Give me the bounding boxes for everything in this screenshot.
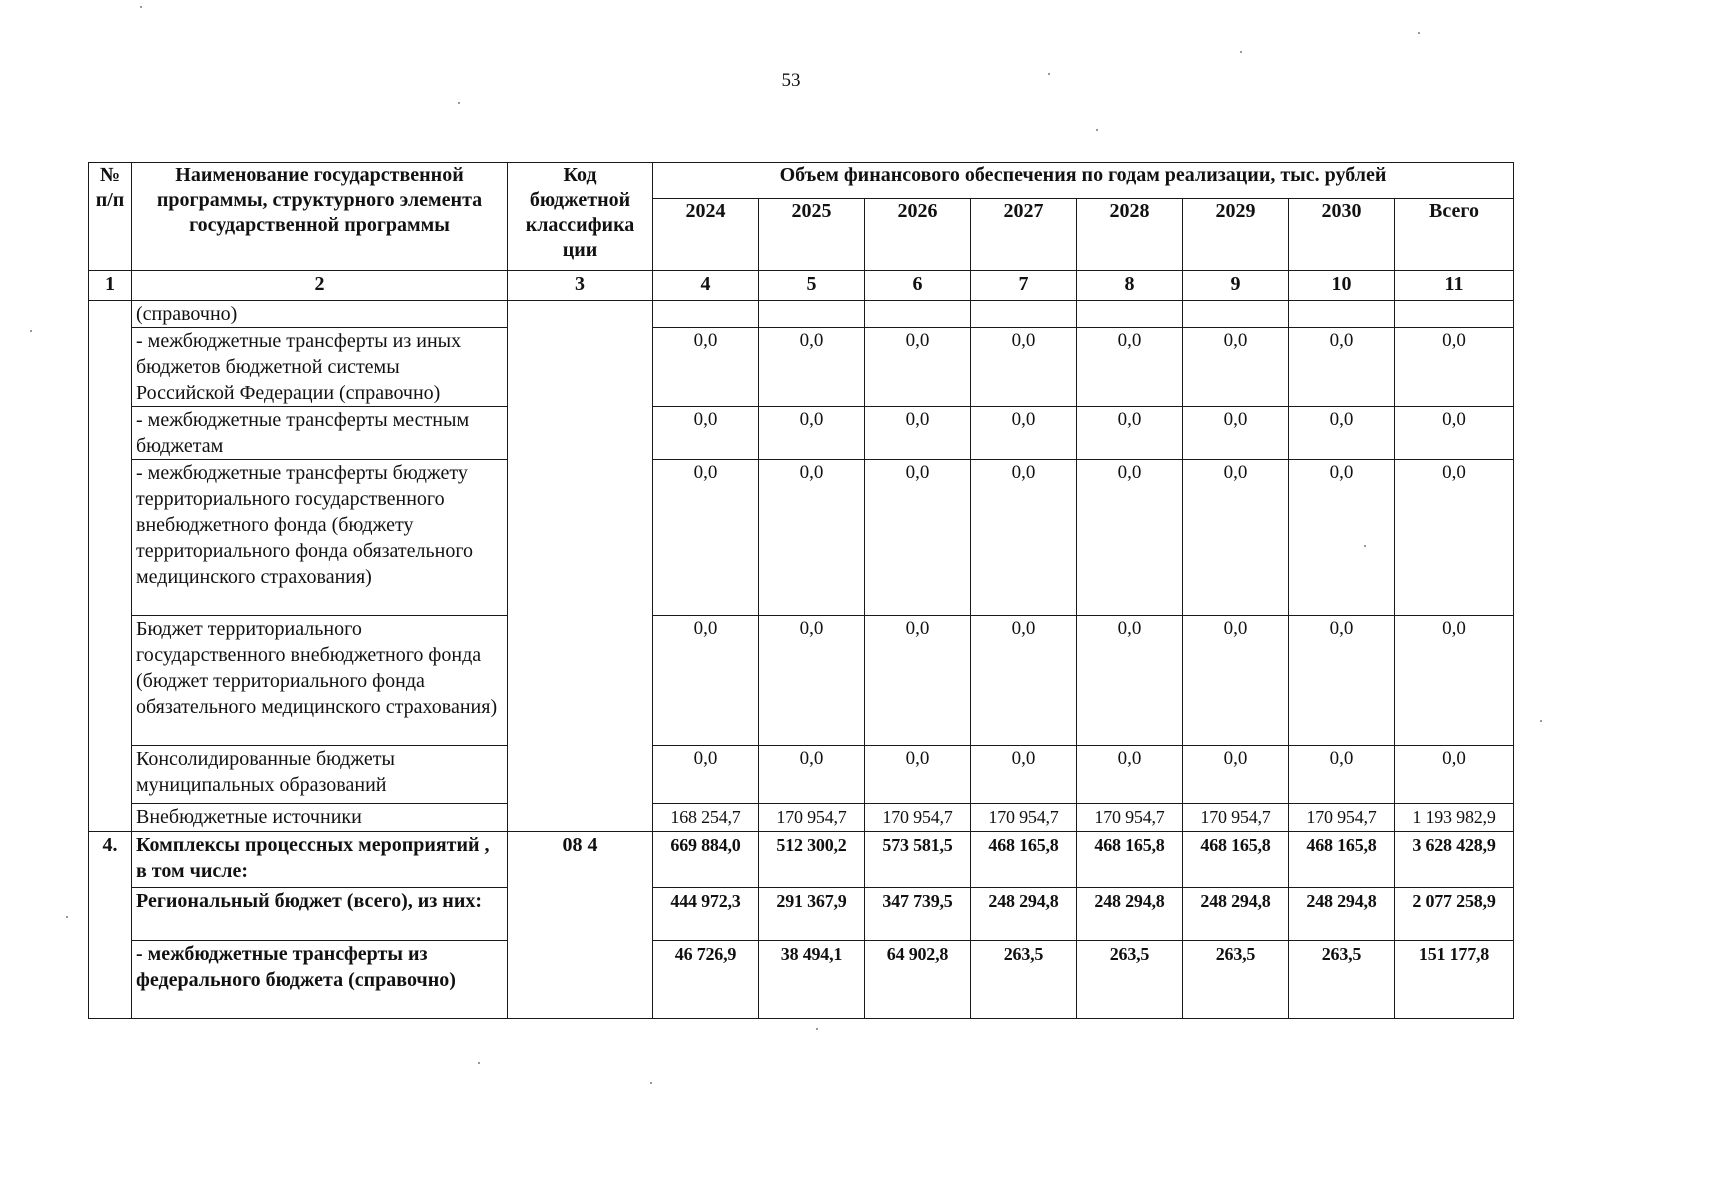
column-number: 6: [865, 271, 971, 301]
row-value: 0,0: [653, 328, 759, 407]
row-value: 0,0: [1395, 328, 1514, 407]
row-code-cell: 08 4: [508, 832, 653, 1019]
row-value: 2 077 258,9: [1395, 888, 1514, 941]
row-value: 263,5: [1077, 941, 1183, 1019]
row-value: 170 954,7: [1077, 804, 1183, 832]
row-name: Консолидированные бюджеты муниципальных образований: [132, 746, 508, 804]
row-value: 1 193 982,9: [1395, 804, 1514, 832]
table-row: [89, 407, 1514, 460]
table-row: [89, 888, 1514, 941]
scan-speck: [1096, 129, 1098, 131]
header-total: Всего: [1395, 199, 1514, 271]
table-row: [89, 941, 1514, 1019]
row-name: - межбюджетные трансферты из федерального бюджета (справочно): [132, 941, 508, 1019]
row-name: (справочно): [132, 301, 508, 328]
row-value: 248 294,8: [1183, 888, 1289, 941]
row-value: 468 165,8: [971, 832, 1077, 888]
header-year: 2025: [759, 199, 865, 271]
row-value: 0,0: [759, 746, 865, 804]
header-year: 2029: [1183, 199, 1289, 271]
row-value: 0,0: [865, 746, 971, 804]
table-row: [89, 746, 1514, 804]
row-value: [1077, 301, 1183, 328]
row-value: [1183, 301, 1289, 328]
row-value: 0,0: [653, 407, 759, 460]
scan-speck: [1240, 51, 1242, 53]
row-name: - межбюджетные трансферты местным бюджетам: [132, 407, 508, 460]
row-value: [1289, 301, 1395, 328]
column-number: 9: [1183, 271, 1289, 301]
row-value: 0,0: [865, 616, 971, 746]
row-value: 46 726,9: [653, 941, 759, 1019]
row-value: 0,0: [1077, 616, 1183, 746]
row-value: 0,0: [759, 328, 865, 407]
row-value: 0,0: [653, 746, 759, 804]
row-value: 0,0: [1289, 407, 1395, 460]
row-value: 0,0: [971, 746, 1077, 804]
row-value: 248 294,8: [1289, 888, 1395, 941]
row-value: 0,0: [1183, 460, 1289, 616]
header-year: 2030: [1289, 199, 1395, 271]
scan-speck: [816, 1028, 818, 1030]
row-value: 248 294,8: [1077, 888, 1183, 941]
row-value: 0,0: [865, 328, 971, 407]
row-value: 347 739,5: [865, 888, 971, 941]
table-row: [89, 460, 1514, 616]
row-value: 468 165,8: [1183, 832, 1289, 888]
row-value: 170 954,7: [759, 804, 865, 832]
row-value: 0,0: [1183, 746, 1289, 804]
table-header: [89, 163, 1514, 271]
scan-speck: [66, 916, 68, 918]
row-value: 0,0: [759, 616, 865, 746]
row-value: 512 300,2: [759, 832, 865, 888]
column-number: 5: [759, 271, 865, 301]
scan-speck: [478, 1062, 480, 1064]
row-value: 263,5: [971, 941, 1077, 1019]
table-body: [89, 271, 1514, 1019]
row-value: [971, 301, 1077, 328]
row-value: [865, 301, 971, 328]
column-number: 7: [971, 271, 1077, 301]
header-financing-group: Объем финансового обеспечения по годам реализации, тыс. рублей: [653, 163, 1514, 199]
row-name: Комплексы процессных мероприятий , в том числе:: [132, 832, 508, 888]
row-value: 0,0: [1289, 460, 1395, 616]
row-value: 444 972,3: [653, 888, 759, 941]
row-value: 64 902,8: [865, 941, 971, 1019]
row-value: 0,0: [1395, 460, 1514, 616]
row-value: 263,5: [1289, 941, 1395, 1019]
row-value: 38 494,1: [759, 941, 865, 1019]
row-name: - межбюджетные трансферты из иных бюджетов бюджетной системы Российской Федерации (справочно): [132, 328, 508, 407]
row-value: 0,0: [1289, 746, 1395, 804]
row-value: 0,0: [1289, 616, 1395, 746]
scan-speck: [650, 1082, 652, 1084]
scan-speck: [140, 6, 142, 8]
row-value: 0,0: [1183, 407, 1289, 460]
row-value: 0,0: [653, 616, 759, 746]
column-number: 4: [653, 271, 759, 301]
header-name: Наименование государственной программы, структурного элемента государственной программы: [132, 163, 508, 271]
header-year: 2024: [653, 199, 759, 271]
row-value: 0,0: [759, 407, 865, 460]
column-number: 3: [508, 271, 653, 301]
column-number: 8: [1077, 271, 1183, 301]
row-value: 0,0: [1183, 328, 1289, 407]
row-value: 468 165,8: [1077, 832, 1183, 888]
column-number: 1: [89, 271, 132, 301]
column-number: 2: [132, 271, 508, 301]
row-value: 0,0: [971, 328, 1077, 407]
row-value: 170 954,7: [1289, 804, 1395, 832]
row-value: 248 294,8: [971, 888, 1077, 941]
column-number: 10: [1289, 271, 1395, 301]
scan-speck: [458, 102, 460, 104]
row-value: 0,0: [1077, 746, 1183, 804]
row-value: 0,0: [971, 460, 1077, 616]
row-value: 170 954,7: [865, 804, 971, 832]
row-value: 0,0: [759, 460, 865, 616]
row-value: 3 628 428,9: [1395, 832, 1514, 888]
row-value: [653, 301, 759, 328]
row-value: 151 177,8: [1395, 941, 1514, 1019]
page-number: 53: [781, 70, 801, 91]
scan-speck: [30, 330, 32, 332]
row-value: 669 884,0: [653, 832, 759, 888]
table-row: [89, 804, 1514, 832]
row-value: 263,5: [1183, 941, 1289, 1019]
row-value: 0,0: [971, 407, 1077, 460]
row-value: 0,0: [971, 616, 1077, 746]
row-value: 0,0: [865, 407, 971, 460]
row-value: 0,0: [1183, 616, 1289, 746]
financing-table: [88, 162, 1514, 1019]
row-name: Внебюджетные источники: [132, 804, 508, 832]
row-value: 170 954,7: [1183, 804, 1289, 832]
scan-speck: [1540, 720, 1542, 722]
row-name: Бюджет территориального государственного внебюджетного фонда (бюджет территориального фонда обязательного медицинского страхования): [132, 616, 508, 746]
column-numbers-row: [89, 271, 1514, 301]
row-value: [1395, 301, 1514, 328]
row-value: [759, 301, 865, 328]
row-value: 468 165,8: [1289, 832, 1395, 888]
table-row: [89, 616, 1514, 746]
scan-speck: [1048, 73, 1050, 75]
row-index-cell: 4.: [89, 832, 132, 1019]
table-row: [89, 328, 1514, 407]
row-value: 0,0: [1395, 616, 1514, 746]
row-value: 0,0: [1077, 328, 1183, 407]
row-value: 0,0: [1289, 328, 1395, 407]
row-value: 0,0: [1395, 746, 1514, 804]
row-value: 0,0: [653, 460, 759, 616]
header-num: № п/п: [89, 163, 132, 271]
row-index-cell: [89, 301, 132, 832]
table-row: [89, 301, 1514, 328]
table-row: [89, 832, 1514, 888]
header-year: 2028: [1077, 199, 1183, 271]
row-value: 0,0: [1077, 460, 1183, 616]
scan-speck: [1418, 32, 1420, 34]
header-year: 2027: [971, 199, 1077, 271]
column-number: 11: [1395, 271, 1514, 301]
row-name: - межбюджетные трансферты бюджету территориального государственного внебюджетного фонда (бюджету территориального фонда обязательного медицинского страхования): [132, 460, 508, 616]
row-value: 0,0: [865, 460, 971, 616]
row-value: 0,0: [1077, 407, 1183, 460]
row-name: Региональный бюджет (всего), из них:: [132, 888, 508, 941]
header-year: 2026: [865, 199, 971, 271]
scan-speck: [1364, 545, 1366, 547]
row-value: 291 367,9: [759, 888, 865, 941]
row-value: 0,0: [1395, 407, 1514, 460]
row-value: 168 254,7: [653, 804, 759, 832]
header-code: Код бюджетной классифика ции: [508, 163, 653, 271]
row-value: 573 581,5: [865, 832, 971, 888]
row-value: 170 954,7: [971, 804, 1077, 832]
row-code-cell: [508, 301, 653, 832]
